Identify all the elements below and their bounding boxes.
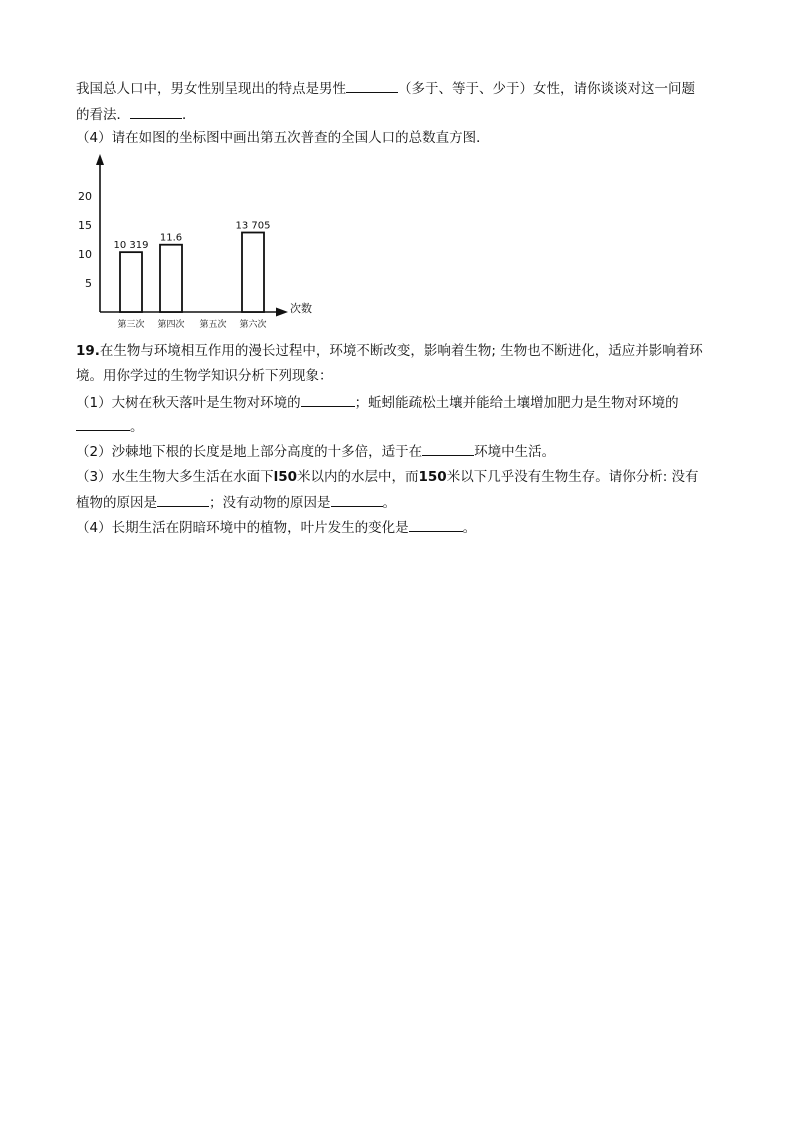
text-segment: 。 xyxy=(382,495,396,511)
answer-blank[interactable] xyxy=(422,441,474,456)
answer-blank[interactable] xyxy=(331,492,383,507)
text-segment: 。 xyxy=(130,419,144,435)
text-segment: 米以下几乎没有生物生存。请你分析: 没有 xyxy=(446,469,699,485)
answer-blank[interactable] xyxy=(346,78,398,93)
x-tick-label: 第五次 xyxy=(199,320,227,330)
text-segment: 。 xyxy=(462,520,477,536)
population-bar-chart xyxy=(76,152,356,332)
text-segment: ． xyxy=(182,107,196,123)
text-line-2 xyxy=(76,104,196,125)
text-segment: （3）水生生物大多生活在水面下 xyxy=(76,469,274,485)
x-tick-label: 第六次 xyxy=(239,320,267,330)
answer-blank[interactable] xyxy=(130,104,182,119)
sub-question-1-cont xyxy=(76,416,144,437)
sub-question-3 xyxy=(76,467,699,487)
bar-data-label: 11.6 xyxy=(159,232,183,244)
bar-data-label: 13 705 xyxy=(235,220,271,232)
answer-blank[interactable] xyxy=(301,392,355,407)
text-segment: 我国总人口中，男女性别呈现出的特点是男性 xyxy=(76,81,346,97)
sub-question-4 xyxy=(76,517,476,538)
y-tick-label: 20 xyxy=(78,190,92,203)
y-tick-label: 5 xyxy=(85,277,92,290)
text-segment: （4）长期生活在阴暗环境中的植物，叶片发生的变化是 xyxy=(76,520,409,536)
text-segment: 米以内的水层中，而 xyxy=(297,469,419,485)
number-text: 150 xyxy=(418,469,447,485)
text-segment: 植物的原因是 xyxy=(76,495,157,511)
bar-data-label: 10 319 xyxy=(113,240,149,252)
question-number: 19. xyxy=(76,343,100,359)
answer-blank[interactable] xyxy=(409,517,463,532)
x-tick-label: 第四次 xyxy=(157,320,185,330)
text-segment: ；没有动物的原因是 xyxy=(209,495,331,511)
number-text: l50 xyxy=(273,469,298,485)
text-segment: 环境中生活。 xyxy=(474,444,556,460)
question-19-line-2: 境。用你学过的生物学知识分析下列现象： xyxy=(76,368,333,384)
sub-question-1 xyxy=(76,392,679,413)
sub-question-3-cont xyxy=(76,492,396,513)
text-segment: （多于、等于、少于）女性，请你谈谈对这一问题 xyxy=(398,81,695,97)
answer-blank[interactable] xyxy=(76,416,130,431)
x-tick-labels xyxy=(117,318,266,330)
sub-question-2 xyxy=(76,441,555,462)
text-segment: 的看法． xyxy=(76,107,130,123)
question-4-instruction: （4）请在如图的坐标图中画出第五次普查的全国人口的总数直方图． xyxy=(76,130,490,146)
bar xyxy=(160,245,182,312)
x-tick-label: 第三次 xyxy=(117,320,145,330)
x-axis-arrow-icon xyxy=(276,308,288,317)
y-ticks xyxy=(78,190,92,290)
text-segment: 在生物与环境相互作用的漫长过程中，环境不断改变，影响着生物; 生物也不断进化，适应并影响着环 xyxy=(99,343,703,359)
y-tick-label: 15 xyxy=(78,219,92,232)
text-segment: （1）大树在秋天落叶是生物对环境的 xyxy=(76,395,301,411)
y-axis-arrow-icon xyxy=(96,154,104,165)
bar xyxy=(242,233,264,312)
text-segment: （2）沙棘地下根的长度是地上部分高度的十多倍，适于在 xyxy=(76,444,423,460)
text-line-1 xyxy=(76,78,695,99)
question-19-line-1 xyxy=(76,341,703,361)
bar xyxy=(120,252,142,312)
answer-blank[interactable] xyxy=(157,492,209,507)
y-tick-label: 10 xyxy=(78,248,92,261)
text-segment: ；蚯蚓能疏松土壤并能给土壤增加肥力是生物对环境的 xyxy=(354,395,679,411)
x-axis-label: 次数 xyxy=(290,302,312,315)
